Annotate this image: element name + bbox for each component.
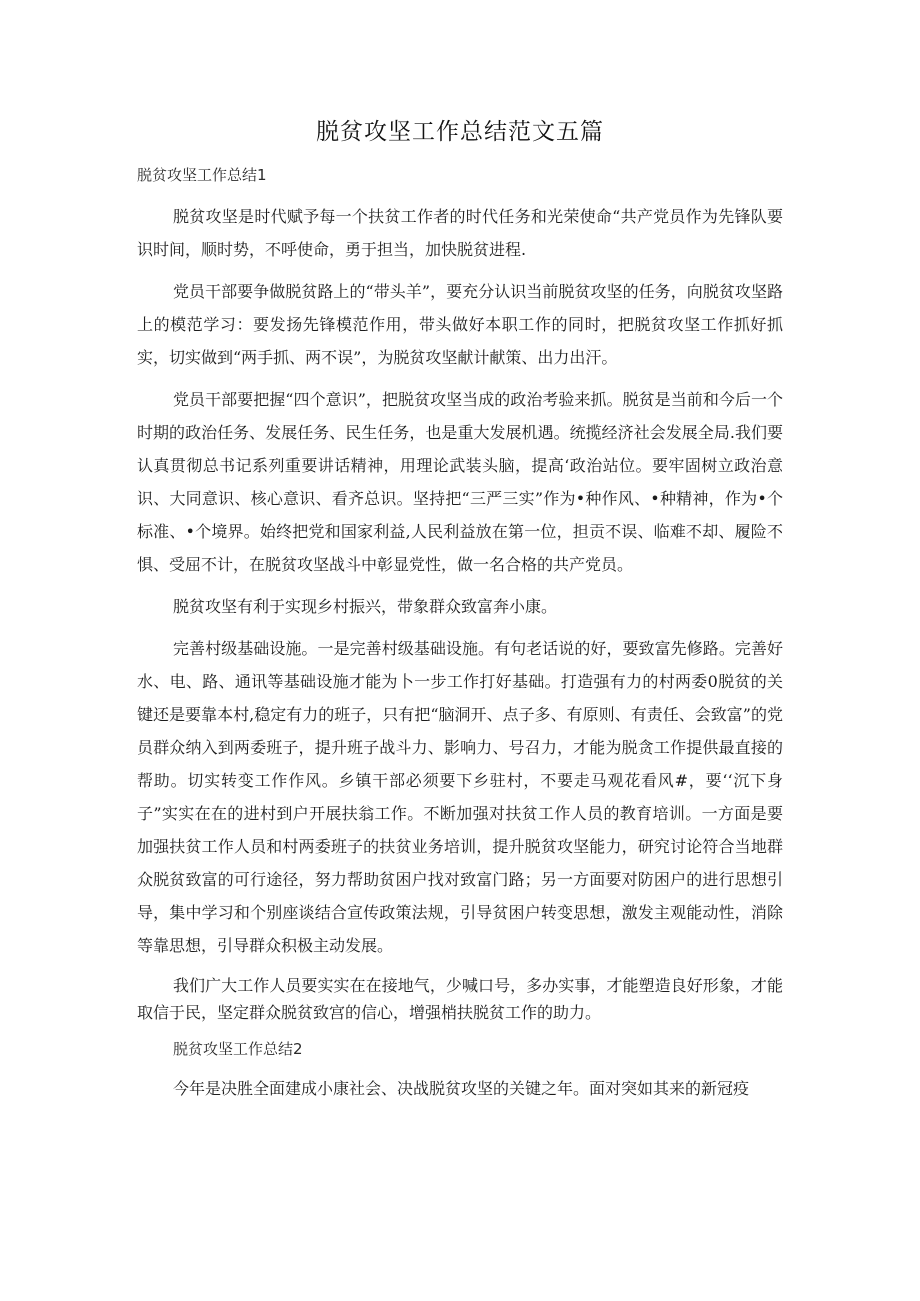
document-body <box>137 160 783 1105</box>
paragraph: 我们广大工作人员要实实在在接地气，少喊口号，多办实事，才能塑造良好形象，才能取信于民，坚定群众脱贫致宫的信心，增强梢扶脱贫工作的助力。 <box>137 976 783 1022</box>
paragraph: 今年是决胜全面建成小康社会、决战脱贫攻坚的关键之年。面对突如其来的新冠疫 <box>173 1079 750 1098</box>
section-heading-2: 脱贫攻坚工作总结2 <box>173 1040 303 1058</box>
paragraph: 党员干部要争做脱贫路上的“带头羊”，要充分认识当前脱贫攻坚的任务，向脱贫攻坚路上的模范学习：要发扬先锋模范作用，带头做好本职工作的同时，把脱贫攻坚工作抓好抓实，切实做到“两手抓、两不误”，为脱贫攻坚献计献策、出力出汗。 <box>137 282 783 367</box>
paragraph: 党员干部要把握“四个意识”，把脱贫攻坚当成的政治考验来抓。脱贫是当前和今后一个时期的政治任务、发展任务、民生任务，也是重大发展机遇。统揽经济社会发展全局.我们要认真贯彻总书记系列重要讲话精神，用理论武装头脑，提高‘政治站位。要牢固树立政治意识、大同意识、核心意识、看齐总识。坚持把“三严三实”作为•种作风、•种精神，作为•个标准、•个境界。始终把党和国家利益,人民利益放在第一位，担贡不误、临难不却、履险不惧、受屈不计，在脱贫攻坚战斗中彰显党性，做一名合格的共产党员。 <box>137 390 783 574</box>
paragraph: 脱贫攻坚有利于实现乡村振兴，带象群众致富奔小康。 <box>173 597 558 616</box>
paragraph: 脱贫攻坚是时代赋予每一个扶贫工作者的时代任务和光荣使命“共产党员作为先锋队要识时间，顺时势，不呼使命，勇于担当，加快脱贫进程. <box>137 207 783 259</box>
section-heading-1: 脱贫攻坚工作总结1 <box>137 166 267 184</box>
paragraph: 完善村级基础设施。一是完善村级基础设施。有句老话说的好，要致富先修路。完善好水、电、路、通讯等基础设施才能为卜一步工作打好基础。打造强有力的村两委0脱贫的关键还是要靠本村,稳定有力的班子，只有把“脑洞开、点子多、有原则、有责任、会致富”的党员群众纳入到两委班子，提升班子战斗力、影响力、号召力，才能为脱贪工作提供最直接的帮助。切实转变工作作风。乡镇干部必须要下乡驻村，不要走马观花看风#，要‘‘沉下身子”实实在在的进村到户开展扶翁工作。不断加强对扶贫工作人员的教育培训。一方面是要加强扶贫工作人员和村两委班子的扶贫业务培训，提升脱贫攻坚能力，研究讨论符合当地群众脱贫致富的可行途径，努力帮助贫困户找对致富门路；另一方面要对防困户的进行思想引导，集中学习和个别座谈结合宣传政策法规，引导贫困户转变思想，激发主观能动性，消除等靠思想，引导群众积极主动发展。 <box>137 639 783 955</box>
document-title: 脱贫攻坚工作总结范文五篇 <box>316 119 604 145</box>
